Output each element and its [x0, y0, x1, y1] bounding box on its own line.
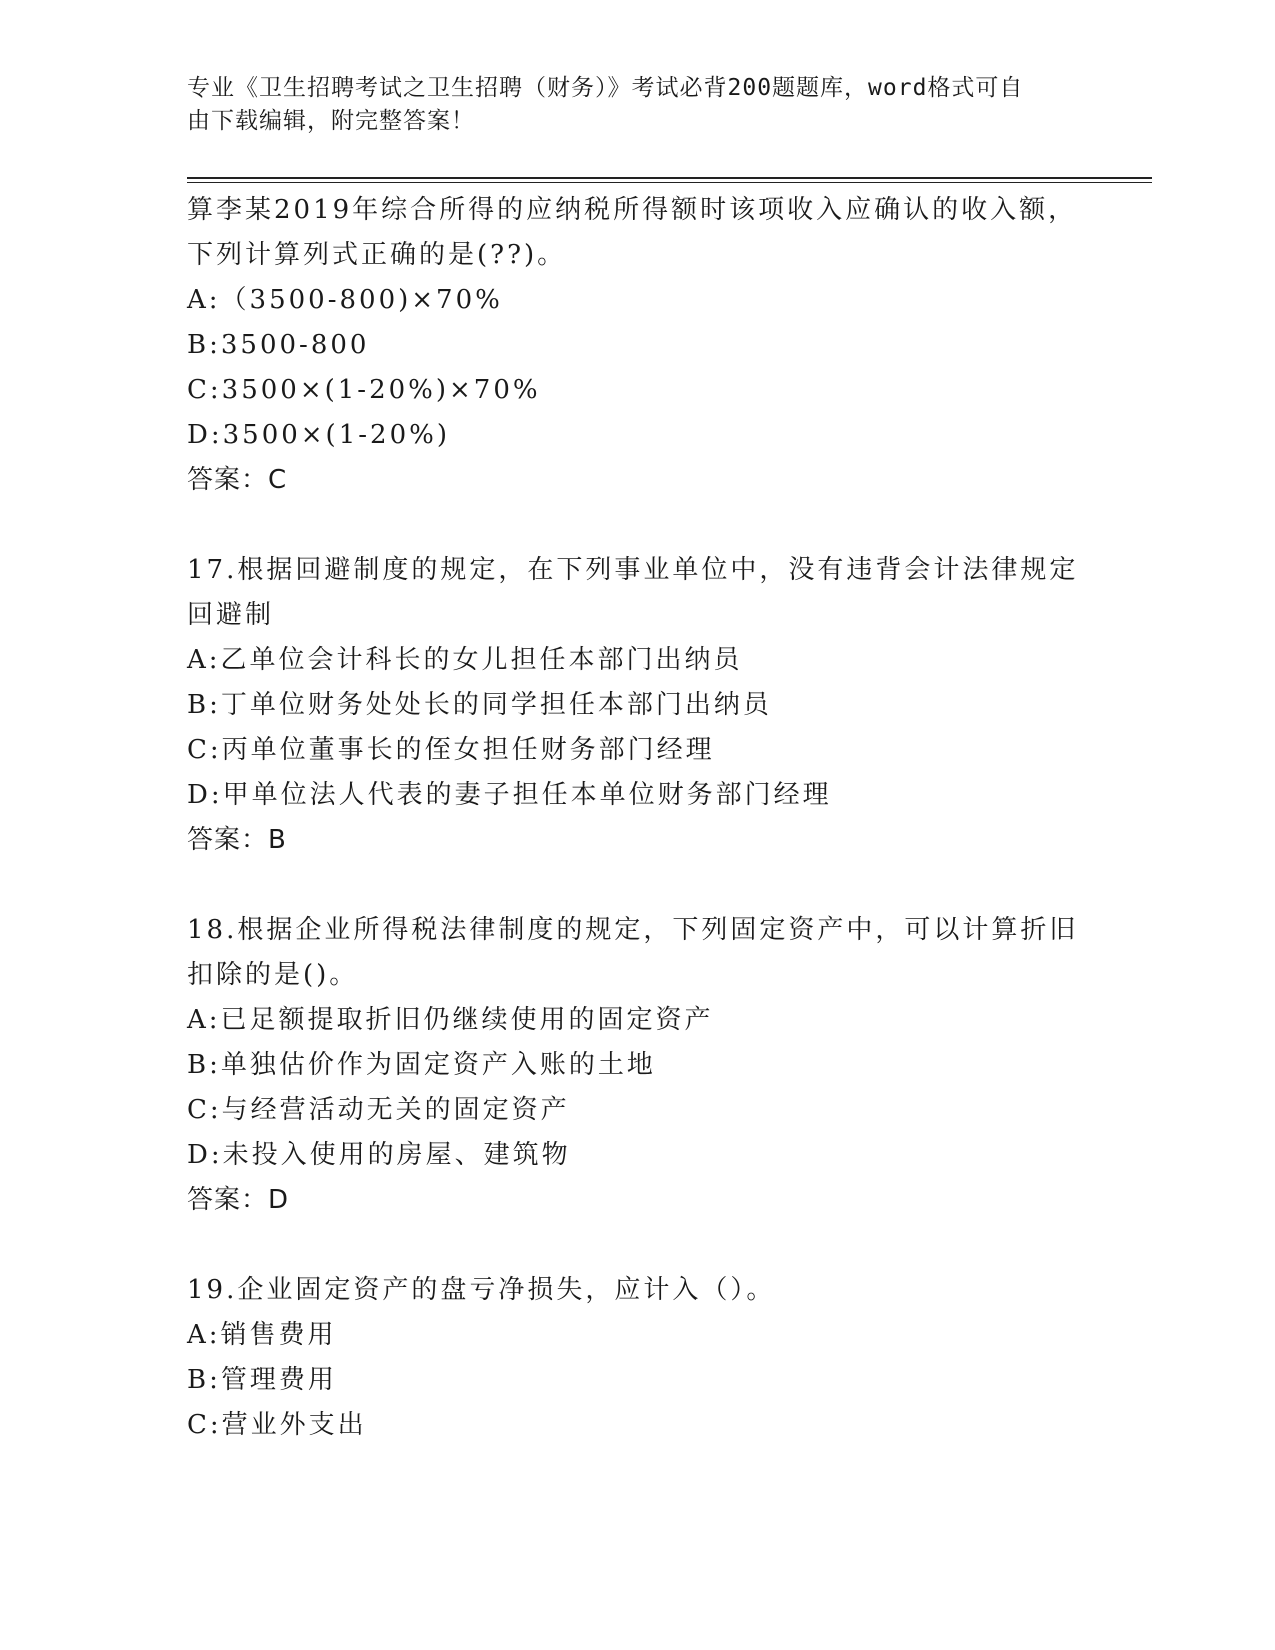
- document-header: [187, 72, 1067, 138]
- question-list: [187, 188, 1087, 1448]
- option-d: D:3500×(1-20%): [187, 420, 450, 450]
- question-stem-line: 扣除的是()。: [187, 960, 359, 990]
- question-stem-line: 回避制: [187, 600, 275, 630]
- header-line-1: 专业《卫生招聘考试之卫生招聘（财务）》考试必背200题题库，word格式可自: [187, 75, 1024, 101]
- option-d: D:未投入使用的房屋、建筑物: [187, 1140, 571, 1170]
- spacer: [187, 503, 1087, 548]
- question-stem-line: 下列计算列式正确的是(??)。: [187, 240, 567, 270]
- option-a: A:（3500-800)×70%: [187, 285, 503, 315]
- header-divider-thick: [187, 177, 1152, 179]
- answer-text: 答案：C: [187, 465, 288, 495]
- option-c: C:丙单位董事长的侄女担任财务部门经理: [187, 735, 715, 765]
- option-b: B:管理费用: [187, 1365, 337, 1395]
- option-d: D:甲单位法人代表的妻子担任本单位财务部门经理: [187, 780, 832, 810]
- option-c: C:营业外支出: [187, 1410, 367, 1440]
- option-b: B:3500-800: [187, 330, 370, 360]
- question-16: [187, 188, 1087, 503]
- header-divider-thin: [187, 182, 1152, 183]
- option-a: A:销售费用: [187, 1320, 337, 1350]
- question-stem-line: 19.企业固定资产的盘亏净损失，应计入（）。: [187, 1275, 776, 1305]
- question-17: [187, 548, 1087, 863]
- header-line-2: 由下载编辑，附完整答案！: [187, 108, 475, 134]
- question-stem-line: 18.根据企业所得税法律制度的规定，下列固定资产中，可以计算折旧: [187, 915, 1079, 945]
- option-b: B:丁单位财务处处长的同学担任本部门出纳员: [187, 690, 772, 720]
- option-a: A:乙单位会计科长的女儿担任本部门出纳员: [187, 645, 743, 675]
- option-a: A:已足额提取折旧仍继续使用的固定资产: [187, 1005, 714, 1035]
- option-b: B:单独估价作为固定资产入账的土地: [187, 1050, 656, 1080]
- spacer: [187, 863, 1087, 908]
- answer-text: 答案：B: [187, 825, 287, 855]
- question-stem-line: 17.根据回避制度的规定，在下列事业单位中，没有违背会计法律规定: [187, 555, 1079, 585]
- question-18: [187, 908, 1087, 1223]
- question-19: [187, 1268, 1087, 1448]
- option-c: C:与经营活动无关的固定资产: [187, 1095, 570, 1125]
- option-c: C:3500×(1-20%)×70%: [187, 375, 541, 405]
- question-stem-line: 算李某2019年综合所得的应纳税所得额时该项收入应确认的收入额，: [187, 195, 1078, 225]
- answer-text: 答案：D: [187, 1185, 290, 1215]
- spacer: [187, 1223, 1087, 1268]
